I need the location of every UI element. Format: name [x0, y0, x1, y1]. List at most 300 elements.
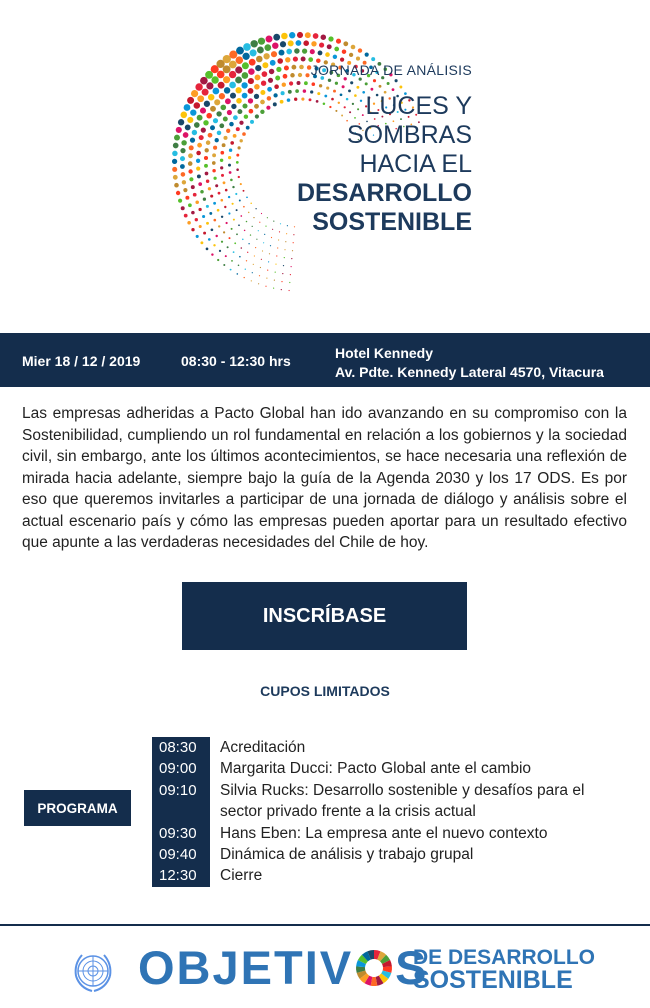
decorative-dot [196, 159, 200, 163]
venue-name: Hotel Kennedy [335, 345, 434, 361]
decorative-dot [227, 246, 229, 248]
decorative-dot [194, 122, 200, 128]
decorative-dot [194, 102, 201, 109]
decorative-dot [365, 53, 369, 57]
decorative-dot [208, 94, 215, 101]
decorative-dot [223, 264, 225, 266]
decorative-dot [349, 53, 353, 57]
decorative-dot [268, 78, 273, 83]
decorative-dot [285, 241, 286, 242]
decorative-dot [208, 238, 211, 241]
schedule-time: 08:30 [152, 737, 210, 758]
schedule-time: 09:10 [152, 780, 210, 823]
decorative-dot [212, 169, 215, 172]
decorative-dot [269, 69, 274, 74]
decorative-dot [235, 87, 241, 93]
decorative-dot [318, 50, 323, 55]
decorative-dot [180, 148, 185, 153]
decorative-dot [204, 101, 210, 107]
decorative-dot [243, 190, 245, 192]
decorative-dot [221, 174, 224, 177]
schedule-desc: Dinámica de análisis y trabajo grupal [220, 846, 474, 864]
objetivos-text: OBJETIV [138, 941, 354, 994]
decorative-dot [235, 77, 242, 84]
decorative-dot [221, 216, 223, 218]
decorative-dot [229, 82, 236, 89]
decorative-dot [210, 106, 216, 112]
decorative-dot [223, 231, 225, 233]
decorative-dot [250, 40, 257, 47]
decorative-dot [236, 233, 238, 235]
decorative-dot [190, 109, 196, 115]
decorative-dot [195, 83, 202, 90]
decorative-dot [193, 193, 197, 197]
title-line-4: SOSTENIBLE [312, 208, 472, 236]
decorative-dot [188, 203, 192, 207]
event-title-block [280, 62, 472, 237]
decorative-dot [244, 230, 246, 232]
decorative-dot [254, 255, 255, 256]
decorative-dot [229, 171, 232, 174]
decorative-dot [195, 218, 198, 221]
decorative-dot [202, 215, 205, 218]
decorative-dot [236, 56, 244, 64]
title-line-3: DESARROLLO [297, 179, 472, 207]
decorative-dot [173, 143, 179, 149]
decorative-dot [223, 65, 231, 73]
decorative-dot [325, 52, 330, 57]
decorative-dot [187, 97, 194, 104]
decorative-dot [235, 66, 242, 73]
decorative-dot [217, 209, 220, 212]
decorative-dot [185, 196, 189, 200]
schedule-time: 09:30 [152, 823, 210, 844]
decorative-dot [224, 87, 231, 94]
decorative-dot [223, 117, 228, 122]
decorative-dot [188, 161, 193, 166]
decorative-dot [178, 119, 184, 125]
decorative-dot [247, 252, 248, 253]
decorative-dot [261, 213, 262, 214]
decorative-dot [200, 241, 203, 244]
schedule-desc: Acreditación [220, 739, 306, 756]
decorative-dot [292, 250, 293, 251]
decorative-dot [256, 239, 257, 240]
decorative-dot [217, 71, 225, 79]
decorative-dot [211, 228, 214, 231]
decorative-dot [183, 132, 189, 138]
decorative-dot [238, 146, 241, 149]
decorative-dot [273, 221, 274, 222]
decorative-dot [273, 34, 280, 41]
program-label: PROGRAMA [24, 790, 131, 826]
decorative-dot [256, 56, 263, 63]
decorative-dot [190, 137, 195, 142]
decorative-dot [250, 49, 257, 56]
decorative-dot [281, 33, 288, 40]
decorative-dot [236, 47, 244, 55]
decorative-dot [248, 212, 250, 214]
decorative-dot [203, 232, 206, 235]
decorative-dot [282, 273, 283, 274]
decorative-dot [236, 127, 240, 131]
decorative-dot [342, 49, 347, 54]
decorative-dot [221, 241, 223, 243]
decorative-dot [241, 82, 247, 88]
sdg-wheel-icon [354, 948, 394, 988]
decorative-dot [262, 250, 263, 251]
decorative-dot [203, 120, 208, 125]
decorative-dot [196, 167, 200, 171]
decorative-dot [244, 277, 245, 278]
decorative-dot [274, 280, 275, 281]
decorative-dot [176, 127, 182, 133]
decorative-dot [276, 255, 277, 256]
decorative-dot [174, 135, 180, 141]
decorative-dot [212, 153, 216, 157]
decorative-dot [218, 225, 220, 227]
decorative-dot [189, 145, 194, 150]
decorative-dot [229, 61, 237, 69]
title-line-1: LUCES Y SOMBRAS [346, 92, 472, 149]
decorative-dot [289, 290, 290, 291]
decorative-dot [239, 121, 243, 125]
decorative-dot [191, 228, 194, 231]
schedule-row [152, 737, 612, 758]
title-line-2: HACIA EL [359, 150, 472, 178]
decorative-dot [173, 175, 178, 180]
decorative-dot [271, 51, 277, 57]
decorative-dot [220, 151, 224, 155]
decorative-dot [213, 219, 216, 222]
decorative-dot [197, 174, 201, 178]
decorative-dot [187, 221, 191, 225]
footer-divider [0, 924, 650, 926]
decorative-dot [203, 198, 206, 201]
decorative-dot [271, 237, 272, 238]
decorative-dot [172, 167, 177, 172]
decorative-dot [215, 184, 218, 187]
decorative-dot [221, 199, 224, 202]
decorative-dot [246, 196, 248, 198]
event-details-band [0, 333, 650, 387]
decorative-dot [213, 244, 215, 246]
schedule-desc: Hans Eben: La empresa ante el nuevo contexto [220, 824, 548, 842]
decorative-dot [248, 98, 253, 103]
decorative-dot [180, 164, 185, 169]
decorative-dot [206, 113, 212, 119]
decorative-dot [230, 269, 232, 271]
decorative-dot [229, 122, 234, 127]
decorative-dot [233, 134, 237, 138]
decorative-dot [249, 59, 256, 66]
decorative-dot [236, 168, 239, 171]
decorative-dot [226, 129, 230, 133]
register-button[interactable]: INSCRÍBASE [182, 582, 467, 650]
decorative-dot [188, 169, 192, 173]
decorative-dot [223, 181, 226, 184]
schedule-row [152, 844, 612, 865]
decorative-dot [228, 164, 231, 167]
decorative-dot [250, 202, 252, 204]
decorative-dot [356, 57, 360, 61]
decorative-dot [273, 102, 277, 106]
decorative-dot [220, 105, 226, 111]
decorative-dot [242, 53, 249, 60]
decorative-dot [289, 32, 295, 38]
decorative-dot [191, 90, 198, 97]
decorative-dot [244, 114, 248, 118]
schedule-time: 09:40 [152, 844, 210, 865]
decorative-dot [260, 100, 265, 105]
decorative-dot [172, 151, 177, 156]
decorative-dot [240, 183, 242, 185]
decorative-dot [242, 239, 244, 241]
decorative-dot [188, 153, 193, 158]
decorative-dot [260, 267, 261, 268]
decorative-dot [273, 288, 274, 289]
decorative-dot [217, 259, 219, 261]
decorative-dot [213, 88, 220, 95]
decorative-dot [251, 280, 252, 281]
decorative-dot [236, 161, 239, 164]
decorative-dot [281, 289, 282, 290]
decorative-dot [181, 140, 186, 145]
decorative-dot [206, 82, 213, 89]
decorative-dot [176, 191, 180, 195]
decorative-dot [185, 124, 191, 130]
decorative-dot [242, 93, 248, 99]
decorative-dot [261, 259, 262, 260]
decorative-dot [208, 133, 213, 138]
decorative-dot [343, 41, 348, 46]
decorative-dot [278, 239, 279, 240]
decorative-dot [211, 76, 218, 83]
decorative-dot [284, 249, 285, 250]
decorative-dot [234, 242, 236, 244]
decorative-dot [228, 212, 230, 214]
decorative-dot [242, 132, 246, 136]
decorative-dot [289, 282, 290, 283]
schedule-desc: Margarita Ducci: Pacto Global ante el cambio [220, 760, 532, 778]
decorative-dot [209, 212, 212, 215]
decorative-dot [297, 32, 303, 38]
decorative-dot [281, 281, 282, 282]
decorative-dot [260, 90, 265, 95]
decorative-dot [223, 136, 227, 140]
decorative-dot [255, 208, 256, 209]
decorative-dot [237, 109, 242, 114]
decorative-dot [228, 196, 230, 198]
decorative-dot [295, 40, 301, 46]
decorative-dot [265, 226, 266, 227]
decorative-dot [248, 68, 254, 74]
decorative-dot [280, 41, 286, 47]
decorative-dot [291, 258, 292, 259]
decorative-dot [264, 44, 271, 51]
decorative-dot [293, 57, 298, 62]
event-venue-block [335, 344, 604, 382]
program-schedule [152, 737, 612, 887]
decorative-dot [213, 118, 218, 123]
decorative-dot [181, 206, 185, 210]
decorative-dot [235, 193, 237, 195]
decorative-dot [286, 49, 292, 55]
decorative-dot [259, 222, 260, 223]
decorative-dot [351, 45, 356, 50]
decorative-dot [236, 209, 238, 211]
decorative-dot [302, 48, 307, 53]
decorative-dot [327, 44, 332, 49]
decorative-dot [250, 234, 251, 235]
decorative-dot [213, 146, 217, 150]
decorative-dot [270, 60, 276, 66]
decorative-dot [265, 286, 266, 287]
decorative-dot [213, 177, 216, 180]
decorative-dot [255, 65, 261, 71]
decorative-dot [229, 149, 232, 152]
decorative-dot [319, 43, 324, 48]
decorative-dot [226, 222, 228, 224]
decorative-dot [211, 253, 213, 255]
event-subtitle: JORNADA DE ANÁLISIS [310, 62, 472, 78]
decorative-dot [232, 186, 234, 188]
decorative-dot [202, 89, 209, 96]
decorative-dot [224, 206, 226, 208]
decorative-dot [197, 95, 204, 102]
decorative-dot [210, 195, 213, 198]
decorative-dot [213, 202, 216, 205]
decorative-dot [232, 203, 234, 205]
decorative-dot [229, 237, 231, 239]
schedule-time: 09:00 [152, 758, 210, 779]
decorative-dot [269, 253, 270, 254]
ods-caption-line-2: SOSTENIBLE [413, 966, 573, 994]
decorative-dot [204, 156, 208, 160]
decorative-dot [266, 106, 270, 110]
decorative-dot [206, 222, 209, 225]
decorative-dot [263, 242, 264, 243]
decorative-dot [246, 126, 250, 130]
decorative-dot [200, 108, 206, 114]
decorative-dot [245, 269, 246, 270]
decorative-dot [206, 179, 209, 182]
decorative-dot [238, 265, 240, 267]
decorative-dot [275, 264, 276, 265]
decorative-dot [336, 39, 341, 44]
decorative-dot [220, 166, 223, 169]
schedule-time: 12:30 [152, 865, 210, 886]
decorative-dot [198, 182, 202, 186]
event-date: Mier 18 / 12 / 2019 [22, 353, 141, 369]
decorative-dot [196, 235, 199, 238]
decorative-dot [183, 188, 187, 192]
decorative-dot [258, 230, 259, 231]
decorative-dot [239, 200, 241, 202]
decorative-dot [274, 84, 279, 89]
decorative-dot [257, 47, 264, 54]
decorative-dot [279, 50, 285, 56]
decorative-dot [216, 111, 221, 116]
decorative-dot [272, 42, 278, 48]
ods-caption-line-1: DE DESARROLLO [413, 946, 596, 969]
decorative-dot [212, 161, 216, 165]
decorative-dot [243, 43, 251, 51]
decorative-dot [242, 72, 249, 79]
schedule-row [152, 823, 612, 844]
decorative-dot [182, 180, 186, 184]
decorative-dot [241, 247, 243, 249]
decorative-dot [237, 273, 239, 275]
decorative-dot [191, 211, 195, 215]
decorative-dot [236, 98, 242, 104]
decorative-dot [240, 215, 242, 217]
decorative-dot [267, 217, 268, 218]
decorative-dot [204, 164, 208, 168]
decorative-dot [214, 99, 220, 105]
decorative-dot [268, 261, 269, 262]
decorative-dot [229, 51, 237, 59]
decorative-dot [191, 185, 195, 189]
decorative-dot [219, 250, 221, 252]
decorative-dot [253, 217, 254, 218]
decorative-dot [255, 247, 256, 248]
decorative-dot [229, 71, 236, 78]
decorative-dot [197, 115, 203, 121]
decorative-dot [225, 98, 231, 104]
decorative-dot [262, 62, 268, 68]
decorative-dot [264, 234, 265, 235]
decorative-dot [243, 206, 245, 208]
decorative-dot [371, 57, 375, 61]
decorative-dot [250, 120, 254, 124]
decorative-dot [189, 177, 193, 181]
decorative-dot [328, 36, 333, 41]
decorative-dot [215, 235, 217, 237]
schedule-row [152, 865, 612, 886]
decorative-dot [267, 270, 268, 271]
ods-caption [413, 946, 595, 992]
decorative-dot [220, 159, 223, 162]
decorative-dot [206, 140, 211, 145]
venue-address: Av. Pdte. Kennedy Lateral 4570, Vitacura [335, 364, 604, 380]
decorative-dot [210, 125, 215, 130]
decorative-dot [262, 71, 268, 77]
decorative-dot [233, 219, 235, 221]
decorative-dot [240, 139, 243, 142]
decorative-dot [217, 131, 222, 136]
decorative-dot [277, 247, 278, 248]
decorative-dot [258, 283, 259, 284]
un-emblem-icon [68, 946, 118, 996]
decorative-dot [228, 156, 231, 159]
decorative-dot [195, 200, 199, 204]
decorative-dot [238, 224, 240, 226]
decorative-dot [200, 77, 208, 85]
decorative-dot [273, 93, 277, 97]
decorative-dot [206, 248, 209, 251]
intro-paragraph: Las empresas adheridas a Pacto Global han ido avanzando en su compromiso con la Sostenibilidad, cumpliendo un rol fundamental en relación a los gobiernos y la sociedad civil, sin embargo, ante los últimos acontecimientos, se hace necesaria una reflexión de mirada hacia adelante, siempre bajo la guía de la Agenda 2030 y los 17 ODS. Es por eso que queremos invitarles a participar de una jornada de diálogo y análisis sobre el actual escenario país y cómo las empresas pueden aportar para un resultado efectivo que apunte a las verdaderas necesidades del Chile de hoy. [22, 405, 627, 551]
decorative-dot [254, 104, 259, 109]
decorative-dot [303, 40, 309, 46]
decorative-dot [321, 34, 326, 39]
decorative-dot [223, 76, 230, 83]
decorative-dot [242, 62, 249, 69]
decorative-dot [215, 138, 219, 142]
decorative-dot [283, 265, 284, 266]
decorative-dot [252, 272, 253, 273]
schedule-row [152, 780, 612, 823]
